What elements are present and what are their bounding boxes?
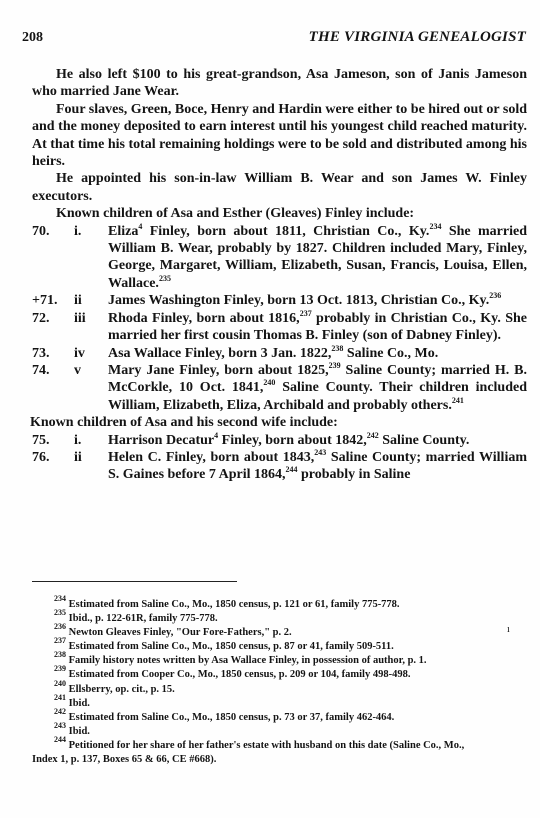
footnote-divider [32,581,237,582]
entry-text: Asa Wallace Finley, born 3 Jan. 1822,$^{238}$ Saline Co., Mo. [108,343,439,361]
entry-number: 74. [32,362,50,378]
entry-roman: ii [74,293,82,309]
body-text [32,66,527,484]
entry-roman: iii [74,310,86,326]
entry-number: 73. [32,345,50,361]
entry-roman: i. [74,432,82,448]
entry-text: Harrison Decatur$^4$ Finley, born about 1842,$^{242}$ Saline County. [108,430,470,448]
child-entry [32,449,527,484]
child-entry [32,432,527,449]
entry-text: Mary Jane Finley, born about 1825,$^{239}$ Saline County; married H. B. McCorkle, 10 Oct. 1841,$^{240}$ Saline County. Their children included William, Elizabeth, Eliza, Archibald and probably others.$^{241}$ [108,360,527,413]
footnote: $^{243}$ Ibid. [54,720,90,737]
entry-text: Rhoda Finley, born about 1816,$^{237}$ probably in Christian Co., Ky. She married her first cousin Thomas B. Finley (son of Dabney Finley). [108,308,528,344]
paragraph: Four slaves, Green, Boce, Henry and Hardin were either to be hired out or sold and the money deposited to earn interest until his youngest child reached maturity. At that time his total remaining holdings were to be sold and distributed among his heirs. [32,101,527,170]
footnote: $^{244}$ Petitioned for her share of her father's estate with husband on this date (Saline Co., Mo., [54,734,465,751]
paragraph: He appointed his son-in-law William B. Wear and son James W. Finley executors. [32,171,527,204]
child-entry [32,310,527,345]
footnote: $^{234}$ Estimated from Saline Co., Mo., 1850 census, p. 121 or 61, family 775-778. [54,594,400,610]
footnote: $^{237}$ Estimated from Saline Co., Mo., 1850 census, p. 87 or 41, family 509-511. [54,636,394,653]
footnote: $^{241}$ Ibid. [54,692,90,709]
entry-text: James Washington Finley, born 13 Oct. 1813, Christian Co., Ky.$^{236}$ [108,291,502,309]
footnote: $^{239}$ Estimated from Cooper Co., Mo., 1850 census, p. 209 or 104, family 498-498. [54,664,411,681]
entry-number: 72. [32,310,50,326]
entry-roman: i. [74,223,82,239]
child-entry [32,223,527,293]
paragraph: He also left $100 to his great-grandson, Asa Jameson, son of Janis Jameson who married Jane Wear. [32,67,527,100]
entry-roman: v [74,362,81,378]
entry-text: Helen C. Finley, born about 1843,$^{243}$ Saline County; married William S. Gaines before 7 April 1864,$^{244}$ probably in Saline [108,447,527,483]
footnotes [32,594,527,767]
entry-text: Eliza$^4$ Finley, born about 1811, Christian Co., Ky.$^{234}$ She married William B. Wear, probably by 1827. Children included Mary, Finley, George, Margaret, William, Elizabeth, Susan, Francis, Louisa, Ellen, Wallace.$^{235}$ [108,221,527,291]
footnote-continued: Index 1, p. 137, Boxes 65 & 66, CE #668). [32,754,217,766]
scan-mark: ı [507,624,510,635]
entry-number: 76. [32,449,50,465]
footnote: $^{242}$ Estimated from Saline Co., Mo., 1850 census, p. 73 or 37, family 462-464. [54,706,395,723]
running-title: THE VIRGINIA GENEALOGIST [308,29,526,45]
page-number: 208 [22,30,43,45]
entry-number: 70. [32,223,50,239]
footnote: $^{238}$ Family history notes written by Asa Wallace Finley, in possession of author, p. 1. [54,650,427,667]
child-entry [32,292,527,309]
children-intro: Known children of Asa and Esther (Gleaves) Finley include: [56,206,415,222]
footnote: $^{235}$ Ibid., p. 122-61R, family 775-778. [54,608,218,625]
children-intro: Known children of Asa and his second wife include: [30,415,338,431]
entry-number: +71. [32,293,58,309]
footnote: $^{240}$ Ellsberry, op. cit., p. 15. [54,678,175,695]
child-entry [32,345,527,362]
child-entry [32,362,527,414]
entry-roman: iv [74,345,85,361]
entry-roman: ii [74,449,82,465]
footnote: $^{236}$ Newton Gleaves Finley, "Our Fore-Fathers," p. 2. [54,622,292,639]
entry-number: 75. [32,432,50,448]
